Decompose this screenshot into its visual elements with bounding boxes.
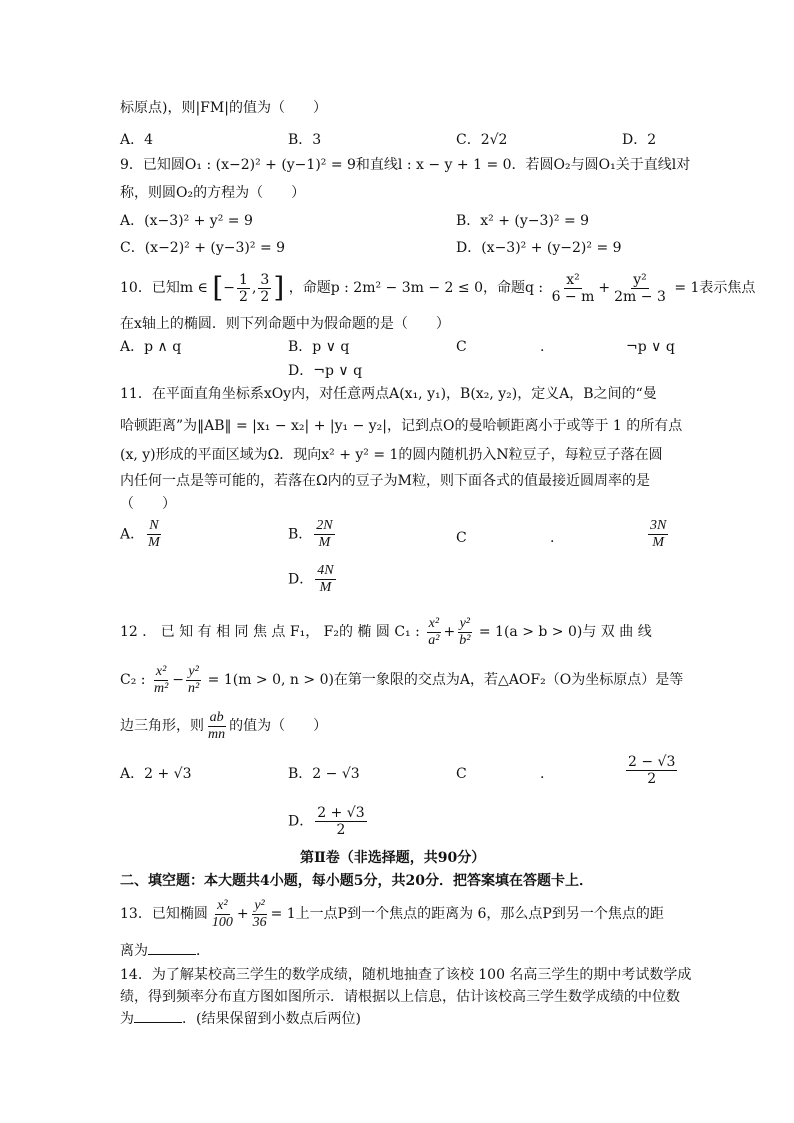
q10-frac-x: $\frac{\text{x²}}{6 - m}$ bbox=[551, 271, 595, 305]
q13-line2: 离为 ． bbox=[120, 943, 210, 959]
q9-option-c: C．(x−2)² + (y−3)² = 9 bbox=[120, 240, 286, 256]
q10-frac-y: $\frac{\text{y²}}{2m - 3}$ bbox=[614, 271, 666, 305]
q9-option-d: D．(x−3)² + (y−2)² = 9 bbox=[456, 240, 622, 256]
q13-line1: 13．已知椭圆 $\frac{\text{x²}}{100}$ + $\frac{\text{y²}}{36}$ = 1上一点P到一个焦点的距离为 6，那么点P到另一个焦点的距 bbox=[120, 897, 664, 930]
q11-option-a: A． $\frac{N}{M}$ bbox=[120, 518, 160, 550]
q10-option-b: B．p ∨ q bbox=[288, 339, 350, 355]
bracket-right-icon: ] bbox=[273, 271, 285, 304]
q10-option-d: D．¬p ∨ q bbox=[288, 363, 363, 379]
q8-stem-tail: 标原点)，则|FM|的值为（ ） bbox=[120, 100, 327, 116]
q11-line5: （ ） bbox=[120, 496, 176, 512]
q11-option-b: B． $\frac{2N}{M}$ bbox=[288, 518, 333, 550]
section-2-heading: 二、填空题：本大题共4小题，每小题5分，共20分．把答案填在答题卡上． bbox=[120, 873, 593, 889]
q12-line1: 12 ． 已 知 有 相 同 焦 点 F₁， F₂的 椭 圆 C₁ : $\frac{\text{x²}}{\text{a²}}$ + $\frac{\text{y²}}{\text{b²}}$ = 1(a > b > 0)与 双 曲 线 bbox=[120, 615, 652, 648]
q14-line3: 为 ．(结果保留到小数点后两位) bbox=[120, 1011, 361, 1027]
q14-line1: 14．为了解某校高三学生的数学成绩，随机地抽查了该校 100 名高三学生的期中考试数学成 bbox=[120, 967, 692, 983]
q9-line2: 称，则圆O₂的方程为（ ） bbox=[120, 185, 306, 201]
bracket-left-icon: [ bbox=[212, 271, 224, 304]
q12-option-d: D． $\frac{2 + √3}{2}$ bbox=[288, 805, 365, 838]
q10-frac-1: $\frac{1}{2}$ bbox=[239, 271, 248, 305]
q10-line1: 10．已知m ∈ [− $\frac{1}{2}$ , $\frac{3}{2}$ ] ，命题p : 2m² − 3m − 2 ≤ 0，命题q : $\frac{\text{x²}}{6 - m}$ + $\frac{\text{y²}}{2m - 3}$ = 1表示焦点 bbox=[120, 271, 756, 305]
q12-option-c-label: C bbox=[456, 766, 467, 782]
q10-text-c: = 1表示焦点 bbox=[674, 280, 756, 296]
q8-option-b: B．3 bbox=[288, 132, 322, 148]
q10-option-c-value: ¬p ∨ q bbox=[626, 339, 675, 355]
q11-line1: 11．在平面直角坐标系xOy内，对任意两点A(x₁, y₁)，B(x₂, y₂)，定义A，B之间的“曼 bbox=[120, 386, 657, 402]
answer-blank[interactable] bbox=[148, 954, 196, 955]
q12-option-a: A．2 + √3 bbox=[120, 766, 192, 782]
q10-option-a: A．p ∧ q bbox=[120, 339, 182, 355]
answer-blank[interactable] bbox=[134, 1022, 182, 1023]
q12-option-b: B．2 − √3 bbox=[288, 766, 360, 782]
q10-text-a: 10．已知m ∈ bbox=[120, 280, 208, 296]
q12-line2: C₂ : $\frac{\text{x²}}{\text{m²}}$ − $\frac{\text{y²}}{\text{n²}}$ = 1(m > 0, n > 0)在第一象限的交点为A，若△AOF₂（O为坐标原点）是等 bbox=[120, 663, 684, 696]
q10-text-b: ，命题p : 2m² − 3m − 2 ≤ 0，命题q : bbox=[288, 280, 544, 296]
q8-option-c: C．2√2 bbox=[456, 132, 508, 148]
q12-line3: 边三角形，则 $\frac{ab}{mn}$ 的值为（ ） bbox=[120, 709, 328, 742]
q11-option-d: D． $\frac{4N}{M}$ bbox=[288, 563, 334, 595]
q10-option-c-label: C bbox=[456, 339, 467, 355]
q10-minus: − bbox=[223, 280, 236, 296]
q11-option-c-value: $\frac{3N}{M}$ bbox=[650, 518, 667, 550]
q12-option-c-dot: . bbox=[540, 766, 545, 782]
q9-option-b: B．x² + (y−3)² = 9 bbox=[456, 213, 590, 229]
q11-line3: (x, y)形成的平面区域为Ω．现向x² + y² = 1的圆内随机扔入N粒豆子，每粒豆子落在圆 bbox=[120, 447, 663, 463]
section-title: 第Ⅱ卷（非选择题，共90分） bbox=[300, 850, 486, 866]
q11-option-c-label: C bbox=[456, 530, 467, 546]
q10-plus: + bbox=[598, 280, 611, 296]
q8-option-a: A．4 bbox=[120, 132, 154, 148]
q9-line1: 9．已知圆O₁ : (x−2)² + (y−1)² = 9和直线l : x − y + 1 = 0．若圆O₂与圆O₁关于直线l对 bbox=[120, 157, 691, 173]
q10-line2: 在x轴上的椭圆．则下列命题中为假命题的是（ ） bbox=[120, 316, 450, 332]
q12-option-c-value: $\frac{2 - √3}{2}$ bbox=[628, 754, 676, 787]
q11-line2: 哈顿距离”为‖AB‖ = |x₁ − x₂| + |y₁ − y₂|，记到点O的曼哈顿距离小于或等于 1 的所有点 bbox=[120, 418, 683, 434]
q8-option-d: D．2 bbox=[622, 132, 657, 148]
q9-option-a: A．(x−3)² + y² = 9 bbox=[120, 213, 253, 229]
q10-option-c-dot: . bbox=[540, 339, 545, 355]
q14-line2: 绩，得到频率分布直方图如图所示．请根据以上信息，估计该校高三学生数学成绩的中位数 bbox=[120, 989, 680, 1005]
q10-frac-2: $\frac{3}{2}$ bbox=[260, 271, 270, 305]
q11-line4: 内任何一点是等可能的，若落在Ω内的豆子为M粒，则下面各式的值最接近圆周率的是 bbox=[120, 473, 650, 489]
q11-option-c-dot: . bbox=[550, 530, 555, 546]
